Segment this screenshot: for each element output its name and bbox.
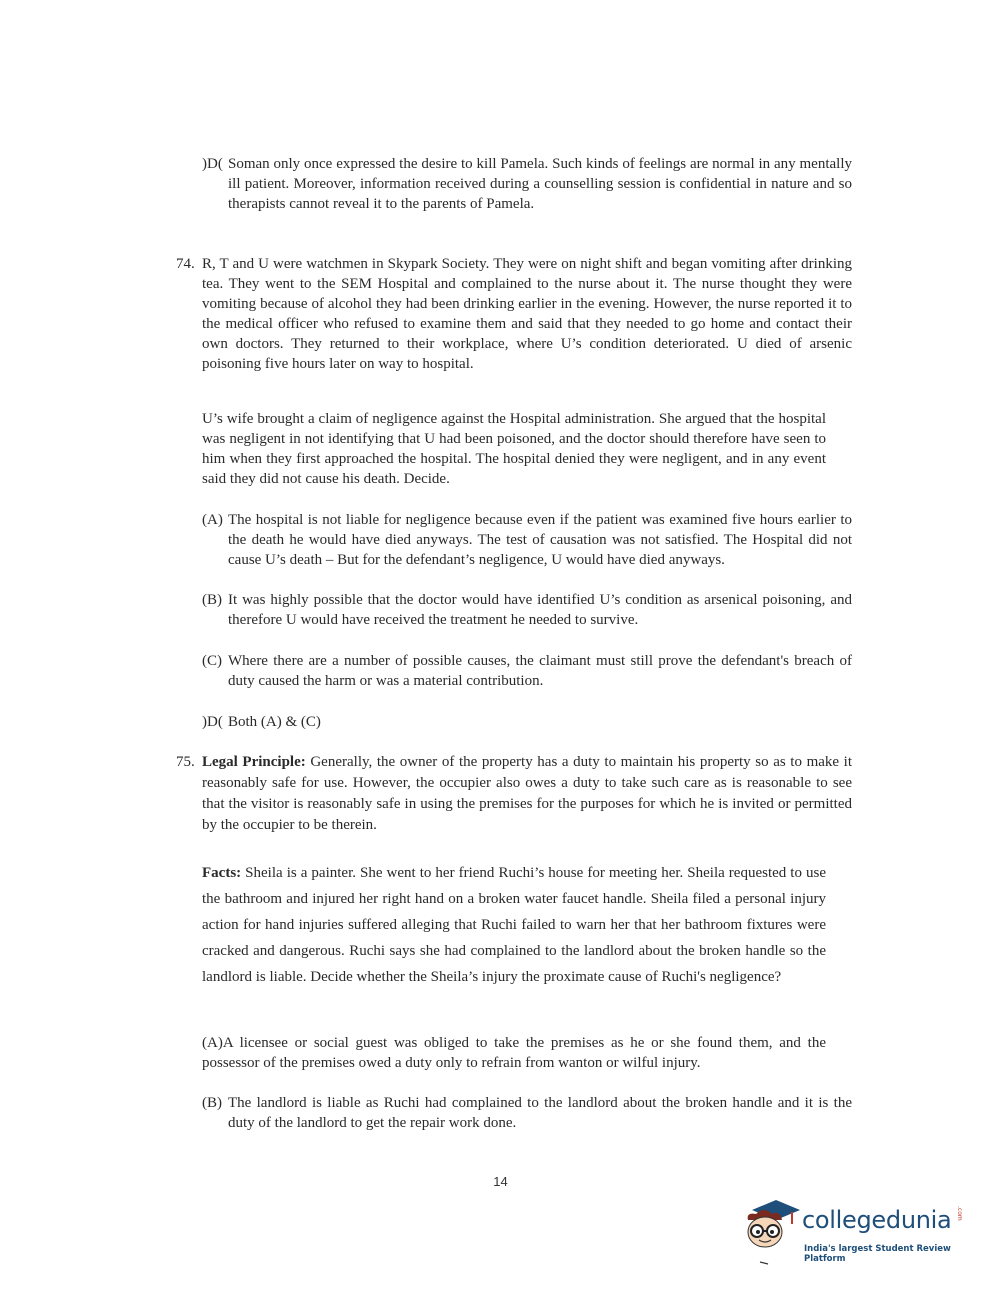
option-label: )D( xyxy=(202,156,223,172)
option-text: A licensee or social guest was obliged to take the premises as he or she found them, and the possessor of the premises owed a duty only to refrain from wanton or wilful injury. xyxy=(202,1035,826,1071)
facts-label: Facts: xyxy=(202,865,242,881)
q73-option-d xyxy=(202,154,852,214)
question-number: 75. xyxy=(176,754,195,770)
option-text: It was highly possible that the doctor would have identified U’s condition as arsenical poisoning, and therefore U would have received the treatment he needed to survive. xyxy=(228,592,852,628)
option-label: (B) xyxy=(202,592,222,608)
option-text: The hospital is not liable for negligence because even if the patient was examined five hours earlier to the death he would have died anyways. The test of causation was not satisfied. The Hospital did not cause U’s death – But for the defendant’s negligence, U would have died anyways. xyxy=(228,512,852,568)
option-text: Where there are a number of possible causes, the claimant must still prove the defendant's breach of duty caused the harm or was a material contribution. xyxy=(228,653,852,689)
q75-option-a xyxy=(202,1033,826,1073)
logo-tagline: India's largest Student Review Platform xyxy=(804,1244,951,1264)
option-text: Both (A) & (C) xyxy=(228,714,321,730)
q74-option-c xyxy=(202,651,852,691)
option-label: (A) xyxy=(202,512,223,528)
question-text: R, T and U were watchmen in Skypark Society. They were on night shift and began vomiting after drinking tea. They went to the SEM Hospital and complained to the nurse about it. The nurse thought they were vomiting because of alcohol they had been drinking earlier in the evening. However, the nurse reported it to the medical officer who refused to examine them and said that they needed to go home and contact their own doctors. They returned to their workplace, where U’s condition deteriorated. U died of arsenic poisoning five hours later on way to hospital. xyxy=(202,256,852,372)
q74-option-b xyxy=(202,590,852,630)
option-label: (A) xyxy=(202,1035,223,1051)
legal-principle-text: Generally, the owner of the property has a duty to maintain his property so as to make it reasonably safe for use. However, the occupier also owes a duty to take such care as is reasonable to see that the visitor is reasonably safe in using the premises for the purposes for which he is invited or permitted by the occupier to be therein. xyxy=(202,754,852,833)
option-label: )D( xyxy=(202,714,223,730)
facts-text: Sheila is a painter. She went to her friend Ruchi’s house for meeting her. Sheila requested to use the bathroom and injured her right hand on a broken water faucet handle. Sheila filed a personal injury action for hand injuries suffered alleging that Ruchi failed to warn her that her bathroom fixtures were cracked and dangerous. Ruchi says she had complained to the landlord about the broken handle so the landlord is liable. Decide whether the Sheila’s injury the proximate cause of Ruchi's negligence? xyxy=(202,865,826,985)
question-75-facts xyxy=(202,860,826,990)
page-number: 14 xyxy=(493,1174,508,1189)
q74-option-a xyxy=(202,510,852,570)
option-text: Soman only once expressed the desire to kill Pamela. Such kinds of feelings are normal in any mentally ill patient. Moreover, information received during a counselling session is confidential in nature and so therapists cannot reveal it to the parents of Pamela. xyxy=(228,156,852,212)
option-text: The landlord is liable as Ruchi had complained to the landlord about the broken handle and it is the duty of the landlord to get the repair work done. xyxy=(228,1095,852,1131)
logo-domain: .com xyxy=(956,1206,963,1221)
legal-principle-label: Legal Principle: xyxy=(202,754,306,770)
question-75 xyxy=(176,752,852,836)
question-number: 74. xyxy=(176,256,195,272)
q74-option-d xyxy=(202,712,852,732)
mascot-icon xyxy=(742,1196,802,1268)
q75-option-b xyxy=(202,1093,852,1133)
collegedunia-logo xyxy=(742,1196,972,1271)
option-label: (B) xyxy=(202,1095,222,1111)
option-label: (C) xyxy=(202,653,222,669)
paragraph-text: U’s wife brought a claim of negligence against the Hospital administration. She argued that the hospital was negligent in not identifying that U had been poisoned, and the doctor should therefore have seen to him when they first approached the hospital. The hospital denied they were negligent, and in any event said they did not cause his death. Decide. xyxy=(202,411,826,487)
logo-wordmark: collegedunia xyxy=(802,1206,952,1234)
question-74 xyxy=(176,254,852,374)
question-74-paragraph-2 xyxy=(202,409,826,489)
